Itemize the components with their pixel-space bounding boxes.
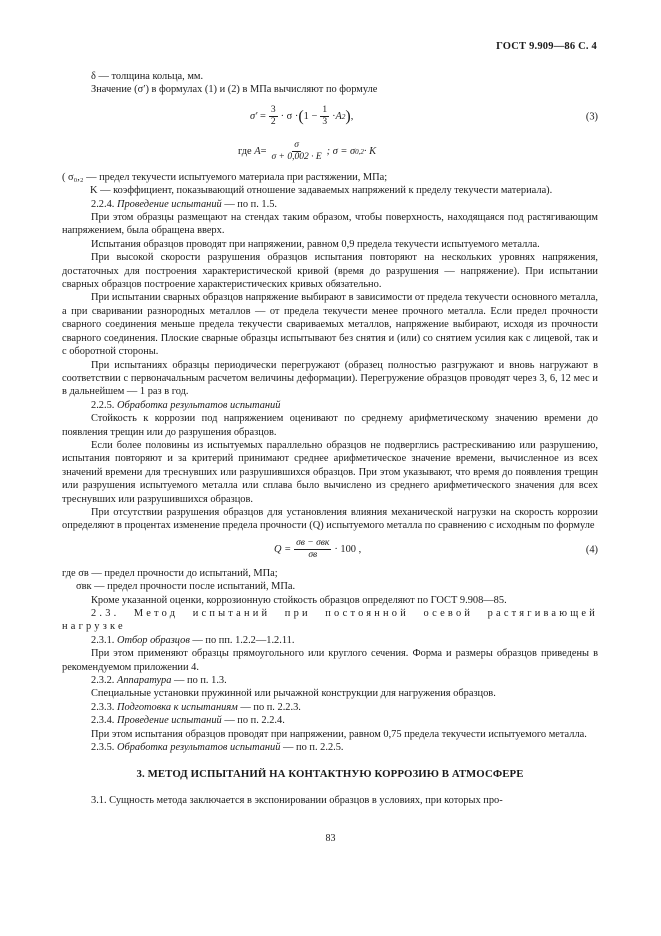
clause-2-3: 2.3. Метод испытаний при постоянной осевой растягивающей нагрузке [62, 608, 598, 633]
paragraph-9: Кроме указанной оценки, коррозионную стойкость образцов определяют по ГОСТ 9.908—85. [91, 594, 507, 606]
paragraph-7: Если более половины из испытуемых параллельно образцов не подверглись растрескиванию или разрушению, испытания повторяют и за критерий принимают среднее арифметическое значение времени, вычисленное из всех значений времени для треснувших или разрушившихся образцов. При этом указывают, что время до появления трещин или разрушения испытуемого металла или сплава было вычислено из среднего арифметического значения для всех треснувших или разрушившихся образцов. [62, 439, 598, 505]
paragraph-3: При высокой скорости разрушения образцов испытания повторяют на нескольких уровнях напряжения, достаточных для построения характеристической кривой (время до разрушения — напряжение). При испытании сварных образцов построение характеристических кривых обязательно. [62, 252, 598, 291]
paragraph-12: При этом испытания образцов проводят при напряжении, равном 0,75 предела текучести испытуемого металла. [91, 728, 587, 740]
clause-2-3-3: 2.3.3. Подготовка к испытаниям — по п. 2.2.3. [91, 701, 301, 713]
formula-3b [62, 137, 598, 167]
fraction-a: $\frac{\sigma}{\sigma + 0,002 \cdot E}$ [271, 140, 322, 163]
formula-4-number: (4) [585, 544, 598, 556]
clause-2-2-5: 2.2.5. Обработка результатов испытаний [91, 399, 281, 411]
formula-4-body: Q = $\frac{\text{σв − σвк}}{\sigma в}$ · 100 , [274, 538, 362, 561]
paragraph-6: Стойкость к коррозии под напряжением оценивают по среднему арифметическому значению времени до появления трещин или до разрушения образцов. [62, 413, 598, 438]
clause-2-3-1: 2.3.1. Отбор образцов — по пп. 1.2.2—1.2.11. [91, 634, 295, 646]
fraction-q: $\frac{\text{σв − σвк}}{\sigma в}$ [296, 538, 330, 561]
clause-2-2-4: 2.2.4. Проведение испытаний — по п. 1.5. [91, 198, 278, 210]
page-content [62, 70, 598, 807]
sigmav-definition: где σв — предел прочности до испытаний, МПа; [62, 567, 278, 579]
clause-2-3-4: 2.3.4. Проведение испытаний — по п. 2.2.4. [91, 715, 285, 727]
k-definition: K — коэффициент, показывающий отношение задаваемых напряжений к пределу текучести материала). [90, 185, 553, 197]
page-header: ГОСТ 9.909—86 С. 4 [496, 41, 597, 52]
fraction-3-2: $\frac{3}{2}$ [270, 105, 276, 128]
paragraph-8: При отсутствии разрушения образцов для установления влияния механической нагрузки на скорость коррозии определяют в процентах изменение предела прочности (Q) испытуемого металла по сравнению с исходным по формуле [62, 506, 598, 532]
fraction-1-3: $\frac{1}{3}$ [322, 105, 328, 128]
sigmavk-definition: σвк — предел прочности после испытаний, МПа. [76, 581, 296, 593]
formula-3-body: σ′ = $\frac{3}{2}$ · σ · ( 1 − $\frac{1}{3}$ · A 2 ) , [250, 105, 354, 128]
delta-definition: δ — толщина кольца, мм. [91, 71, 204, 82]
formula-3 [62, 97, 598, 137]
formula-4 [62, 533, 598, 567]
paragraph-1: При этом образцы размещают на стендах таким образом, чтобы поверхность, находящаяся под растягивающим напряжением, была обращена вверх. [62, 212, 598, 237]
page-number: 83 [325, 833, 336, 844]
paragraph-4: При испытании сварных образцов напряжение выбирают в зависимости от предела текучести основного металла, а при сваривании разнородных металлов — от предела текучести менее прочного металла. Если предел прочности сварного соединения меньше предела текучести свариваемых металлов, напряжение выбирают, исходя из прочности сварного соединения. Плоские сварные образцы испытывают без снятия и (или) со снятием усилия как с лицевой, так и с оборотной стороны. [62, 292, 598, 358]
paragraph-2: Испытания образцов проводят при напряжении, равном 0,9 предела текучести испытуемого металла. [91, 238, 540, 250]
paragraph-13: 3.1. Сущность метода заключается в экспонировании образцов в условиях, при которых про- [91, 794, 503, 806]
clause-2-3-5: 2.3.5. Обработка результатов испытаний — по п. 2.2.5. [91, 742, 344, 754]
section-3-title: 3. МЕТОД ИСПЫТАНИЙ НА КОНТАКТНУЮ КОРРОЗИЮ В АТМОСФЕРЕ [136, 768, 524, 781]
formula-3-number: (3) [585, 111, 598, 123]
sigma-prime-intro: Значение (σ′) в формулах (1) и (2) в МПа вычисляют по формуле [91, 84, 378, 96]
paragraph-5: При испытаниях образцы периодически перегружают (образец полностью разгружают и вновь нагружают в соответствии с первоначальным расчетом величины деформации). Перегружение образцов проводят через 3, 6, 12 мес и в дальнейшем — 1 раз в год. [62, 359, 598, 398]
formula-3b-body: где A = $\frac{\sigma}{\sigma + 0,002 \cdot E}$ ; σ = σ 0,2 · K [238, 140, 377, 163]
paragraph-10: При этом применяют образцы прямоугольного или круглого сечения. Форма и размеры образцов приведены в рекомендуемом приложении 4. [62, 648, 598, 673]
sigma02-definition: ( σ₀,₂ — предел текучести испытуемого материала при растяжении, МПа; [62, 171, 388, 183]
paragraph-11: Специальные установки пружинной или рычажной конструкции для нагружения образцов. [91, 688, 496, 700]
clause-2-3-2: 2.3.2. Аппаратура — по п. 1.3. [91, 675, 227, 687]
